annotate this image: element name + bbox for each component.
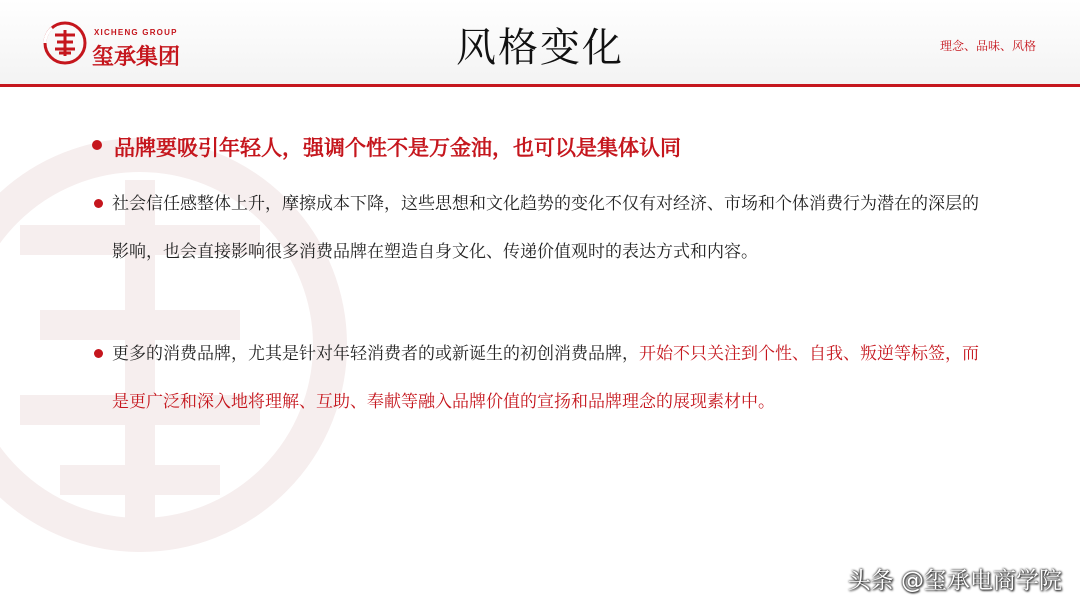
heading-bullet-icon (92, 140, 102, 150)
header-tagline: 理念、品味、风格 (939, 39, 1036, 53)
section-heading: 品牌要吸引年轻人，强调个性不是万金油，也可以是集体认同 (114, 136, 681, 160)
paragraph-2-normal-text: 更多的消费品牌，尤其是针对年轻消费者的或新诞生的初创消费品牌， (112, 344, 639, 364)
paragraph-bullet-icon (94, 349, 103, 358)
header-bar (0, 0, 1080, 84)
page-title: 风格变化 (456, 25, 624, 71)
header-divider (0, 84, 1080, 87)
paragraph-bullet-icon (94, 199, 103, 208)
logo-chinese-text: 玺承集团 (92, 45, 181, 70)
paragraph-2-highlight-text: 开始不只关注到个性、自我、叛逆等标签，而是更广泛和深入地将理解、互助、奉献等融入品牌价值的宣扬和品牌理念的展现素材中。 (112, 344, 979, 412)
logo-english-text: XICHENG GROUP (94, 28, 178, 37)
paragraph-1: 社会信任感整体上升，摩擦成本下降，这些思想和文化趋势的变化不仅有对经济、市场和个体消费行为潜在的深层的影响，也会直接影响很多消费品牌在塑造自身文化、传递价值观时的表达方式和内容。 (112, 194, 979, 262)
paragraph-2 (112, 330, 992, 426)
footer-watermark-text: 头条 @玺承电商学院 (847, 568, 1062, 594)
